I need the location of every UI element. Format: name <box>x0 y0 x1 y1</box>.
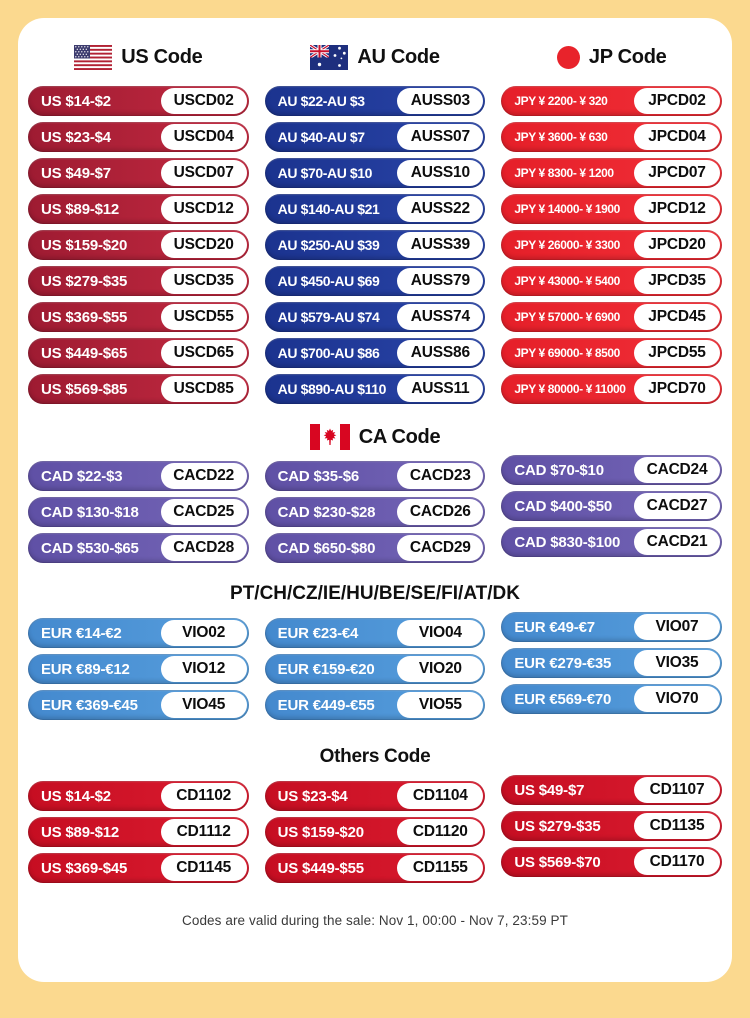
coupon-code: JPCD55 <box>634 340 720 366</box>
jp-coupon-pill[interactable] <box>501 194 722 224</box>
coupon-code: JPCD70 <box>634 376 720 402</box>
coupon-code: VIO45 <box>161 692 247 718</box>
ca-coupon-pill[interactable] <box>265 461 486 491</box>
coupon-amount-label: AU $140-AU $21 <box>277 201 380 217</box>
coupon-code: AUSS10 <box>397 160 483 186</box>
au-coupon-pill[interactable] <box>265 338 486 368</box>
coupon-amount-label: EUR €159-€20 <box>277 660 375 678</box>
jp-coupon-pill[interactable] <box>501 266 722 296</box>
others-code-title: Others Code <box>319 746 431 767</box>
jp-coupon-pill[interactable] <box>501 158 722 188</box>
coupon-amount-label: AU $40-AU $7 <box>277 129 365 145</box>
coupon-code: AUSS07 <box>397 124 483 150</box>
au-coupon-pill[interactable] <box>265 158 486 188</box>
jp-coupon-pill[interactable] <box>501 374 722 404</box>
coupon-amount-label: CAD $830-$100 <box>514 533 621 551</box>
coupon-amount-label: US $49-$7 <box>514 781 585 799</box>
coupon-amount-label: US $569-$70 <box>514 853 601 871</box>
us-coupon-pill[interactable] <box>28 266 249 296</box>
coupon-amount-label: CAD $230-$28 <box>277 503 376 521</box>
jp-coupon-list <box>501 86 722 404</box>
coupon-amount-label: CAD $35-$6 <box>277 467 360 485</box>
others-coupon-pill[interactable] <box>28 817 249 847</box>
others-coupon-pill[interactable] <box>501 775 722 805</box>
ca-flag-icon <box>310 424 350 450</box>
coupon-amount-label: CAD $70-$10 <box>514 461 604 479</box>
coupon-amount-label: US $14-$2 <box>41 787 111 805</box>
coupon-code: AUSS86 <box>397 340 483 366</box>
coupon-amount-label: AU $579-AU $74 <box>277 309 380 325</box>
au-coupon-pill[interactable] <box>265 194 486 224</box>
coupon-amount-label: EUR €23-€4 <box>277 624 359 642</box>
coupon-code: AUSS11 <box>397 376 483 402</box>
section-us <box>28 42 249 404</box>
others-coupon-pill[interactable] <box>501 811 722 841</box>
coupon-code: JPCD45 <box>634 304 720 330</box>
coupon-amount-label: US $369-$45 <box>41 859 128 877</box>
coupon-code: USCD35 <box>161 268 247 294</box>
coupon-amount-label: JPY ¥ 80000- ¥ 11000 <box>514 382 626 396</box>
us-coupon-pill[interactable] <box>28 302 249 332</box>
us-coupon-pill[interactable] <box>28 86 249 116</box>
coupon-code: USCD85 <box>161 376 247 402</box>
ca-coupon-pill[interactable] <box>501 527 722 557</box>
au-coupon-pill[interactable] <box>265 86 486 116</box>
us-coupon-pill[interactable] <box>28 374 249 404</box>
coupon-amount-label: JPY ¥ 57000- ¥ 6900 <box>514 310 620 324</box>
coupon-amount-label: JPY ¥ 3600- ¥ 630 <box>514 130 608 144</box>
ca-coupon-pill[interactable] <box>28 533 249 563</box>
coupon-code: VIO70 <box>634 686 720 712</box>
eur-countries-title: PT/CH/CZ/IE/HU/BE/SE/FI/AT/DK <box>230 583 520 604</box>
ca-code-title: CA Code <box>358 425 441 448</box>
coupon-code: VIO02 <box>161 620 247 646</box>
coupon-code: VIO55 <box>397 692 483 718</box>
coupon-code: CD1112 <box>161 819 247 845</box>
coupon-code: JPCD12 <box>634 196 720 222</box>
validity-note: Codes are valid during the sale: Nov 1, 00:00 - Nov 7, 23:59 PT <box>181 913 568 928</box>
us-code-title: US Code <box>121 45 203 68</box>
coupon-code: CD1155 <box>397 855 483 881</box>
coupon-amount-label: EUR €14-€2 <box>41 624 122 642</box>
coupon-code: CD1104 <box>397 783 483 809</box>
jp-coupon-pill[interactable] <box>501 122 722 152</box>
coupon-amount-label: US $449-$55 <box>277 859 364 877</box>
coupon-amount-label: EUR €279-€35 <box>514 654 612 672</box>
coupon-code: CACD27 <box>634 493 720 519</box>
eur-coupon-pill[interactable] <box>501 612 722 642</box>
coupon-code: USCD20 <box>161 232 247 258</box>
others-coupon-pill[interactable] <box>501 847 722 877</box>
jp-coupon-pill[interactable] <box>501 86 722 116</box>
coupon-amount-label: EUR €449-€55 <box>277 696 375 714</box>
us-coupon-pill[interactable] <box>28 338 249 368</box>
jp-coupon-pill[interactable] <box>501 230 722 260</box>
coupon-code: USCD04 <box>161 124 247 150</box>
ca-coupon-pill[interactable] <box>28 497 249 527</box>
coupon-amount-label: US $23-$4 <box>277 787 348 805</box>
coupon-amount-label: AU $890-AU $110 <box>277 381 387 397</box>
coupon-amount-label: US $569-$85 <box>41 380 128 398</box>
coupon-amount-label: CAD $650-$80 <box>277 539 376 557</box>
coupon-amount-label: US $89-$12 <box>41 200 120 218</box>
coupon-code: CACD23 <box>397 463 483 489</box>
coupon-code: USCD65 <box>161 340 247 366</box>
coupon-amount-label: JPY ¥ 43000- ¥ 5400 <box>514 274 620 288</box>
coupon-code: JPCD02 <box>634 88 720 114</box>
coupon-code: CACD22 <box>161 463 247 489</box>
coupon-code: CD1170 <box>634 849 720 875</box>
coupon-amount-label: AU $450-AU $69 <box>277 273 380 289</box>
coupon-amount-label: CAD $130-$18 <box>41 503 139 521</box>
coupon-amount-label: JPY ¥ 2200- ¥ 320 <box>514 94 608 108</box>
jp-coupon-pill[interactable] <box>501 338 722 368</box>
jp-flag-icon <box>557 46 580 69</box>
coupon-amount-label: US $89-$12 <box>41 823 120 841</box>
au-coupon-list <box>265 86 486 404</box>
coupon-code: VIO07 <box>634 614 720 640</box>
coupon-code: JPCD35 <box>634 268 720 294</box>
coupon-amount-label: JPY ¥ 14000- ¥ 1900 <box>514 202 620 216</box>
us-coupon-pill[interactable] <box>28 122 249 152</box>
coupon-code: CD1120 <box>397 819 483 845</box>
ca-code-header <box>28 422 722 452</box>
au-coupon-pill[interactable] <box>265 374 486 404</box>
coupon-amount-label: EUR €369-€45 <box>41 696 138 714</box>
section-jp <box>501 42 722 404</box>
coupon-code: JPCD20 <box>634 232 720 258</box>
coupon-amount-label: US $279-$35 <box>514 817 601 835</box>
coupon-amount-label: US $159-$20 <box>277 823 364 841</box>
coupon-card <box>18 18 732 982</box>
ca-coupon-pill[interactable] <box>501 455 722 485</box>
coupon-code: CACD26 <box>397 499 483 525</box>
coupon-amount-label: AU $22-AU $3 <box>277 93 365 109</box>
ca-coupon-grid <box>28 461 722 563</box>
coupon-code: AUSS22 <box>397 196 483 222</box>
others-coupon-pill[interactable] <box>28 853 249 883</box>
coupon-amount-label: JPY ¥ 26000- ¥ 3300 <box>514 238 620 252</box>
coupon-code: CD1145 <box>161 855 247 881</box>
coupon-code: JPCD07 <box>634 160 720 186</box>
others-coupon-pill[interactable] <box>265 817 486 847</box>
coupon-amount-label: JPY ¥ 8300- ¥ 1200 <box>514 166 614 180</box>
coupon-amount-label: US $369-$55 <box>41 308 128 326</box>
coupon-code: USCD07 <box>161 160 247 186</box>
coupon-code: AUSS39 <box>397 232 483 258</box>
coupon-amount-label: AU $70-AU $10 <box>277 165 373 181</box>
coupon-code: CD1135 <box>634 813 720 839</box>
coupon-amount-label: AU $700-AU $86 <box>277 345 380 361</box>
coupon-code: VIO35 <box>634 650 720 676</box>
au-flag-icon <box>310 45 348 70</box>
coupon-amount-label: CAD $22-$3 <box>41 467 123 485</box>
coupon-code: VIO12 <box>161 656 247 682</box>
coupon-amount-label: US $49-$7 <box>41 164 111 182</box>
au-coupon-pill[interactable] <box>265 230 486 260</box>
coupon-amount-label: US $159-$20 <box>41 236 128 254</box>
coupon-code: USCD12 <box>161 196 247 222</box>
ca-coupon-pill[interactable] <box>265 533 486 563</box>
coupon-code: CD1102 <box>161 783 247 809</box>
coupon-amount-label: EUR €89-€12 <box>41 660 130 678</box>
au-coupon-pill[interactable] <box>265 302 486 332</box>
eur-coupon-pill[interactable] <box>501 684 722 714</box>
coupon-code: CD1107 <box>634 777 720 803</box>
coupon-amount-label: US $279-$35 <box>41 272 128 290</box>
us-flag-icon <box>74 45 112 70</box>
coupon-code: AUSS74 <box>397 304 483 330</box>
au-code-title: AU Code <box>357 45 440 68</box>
coupon-code: AUSS03 <box>397 88 483 114</box>
coupon-code: CACD28 <box>161 535 247 561</box>
others-coupon-pill[interactable] <box>265 853 486 883</box>
au-code-header <box>265 42 486 72</box>
coupon-code: JPCD04 <box>634 124 720 150</box>
coupon-code: USCD55 <box>161 304 247 330</box>
coupon-amount-label: EUR €569-€70 <box>514 690 612 708</box>
coupon-code: CACD25 <box>161 499 247 525</box>
eur-coupon-grid <box>28 618 722 720</box>
top-columns <box>28 42 722 404</box>
coupon-code: VIO20 <box>397 656 483 682</box>
us-coupon-pill[interactable] <box>28 158 249 188</box>
coupon-amount-label: JPY ¥ 69000- ¥ 8500 <box>514 346 620 360</box>
section-au <box>265 42 486 404</box>
ca-coupon-pill[interactable] <box>265 497 486 527</box>
au-coupon-pill[interactable] <box>265 122 486 152</box>
coupon-code: CACD24 <box>634 457 720 483</box>
us-coupon-pill[interactable] <box>28 230 249 260</box>
eur-coupon-pill[interactable] <box>28 690 249 720</box>
coupon-amount-label: US $449-$65 <box>41 344 128 362</box>
others-coupon-pill[interactable] <box>265 781 486 811</box>
eur-coupon-pill[interactable] <box>501 648 722 678</box>
eur-coupon-pill[interactable] <box>28 654 249 684</box>
eur-coupon-pill[interactable] <box>28 618 249 648</box>
ca-coupon-pill[interactable] <box>501 491 722 521</box>
jp-code-title: JP Code <box>588 45 667 68</box>
coupon-code: CACD29 <box>397 535 483 561</box>
coupon-amount-label: US $23-$4 <box>41 128 111 146</box>
coupon-amount-label: CAD $530-$65 <box>41 539 139 557</box>
coupon-amount-label: EUR €49-€7 <box>514 618 595 636</box>
coupon-code: AUSS79 <box>397 268 483 294</box>
others-coupon-grid <box>28 781 722 883</box>
others-coupon-pill[interactable] <box>28 781 249 811</box>
coupon-amount-label: AU $250-AU $39 <box>277 237 380 253</box>
coupon-code: USCD02 <box>161 88 247 114</box>
coupon-code: CACD21 <box>634 529 720 555</box>
coupon-code: VIO04 <box>397 620 483 646</box>
others-code-header <box>28 742 722 772</box>
eur-coupon-pill[interactable] <box>265 654 486 684</box>
eur-countries-header <box>28 579 722 609</box>
jp-coupon-pill[interactable] <box>501 302 722 332</box>
coupon-amount-label: CAD $400-$50 <box>514 497 612 515</box>
eur-coupon-pill[interactable] <box>265 618 486 648</box>
jp-code-header <box>501 42 722 72</box>
eur-coupon-pill[interactable] <box>265 690 486 720</box>
au-coupon-pill[interactable] <box>265 266 486 296</box>
ca-coupon-pill[interactable] <box>28 461 249 491</box>
us-coupon-list <box>28 86 249 404</box>
coupon-amount-label: US $14-$2 <box>41 92 111 110</box>
us-code-header <box>28 42 249 72</box>
us-coupon-pill[interactable] <box>28 194 249 224</box>
